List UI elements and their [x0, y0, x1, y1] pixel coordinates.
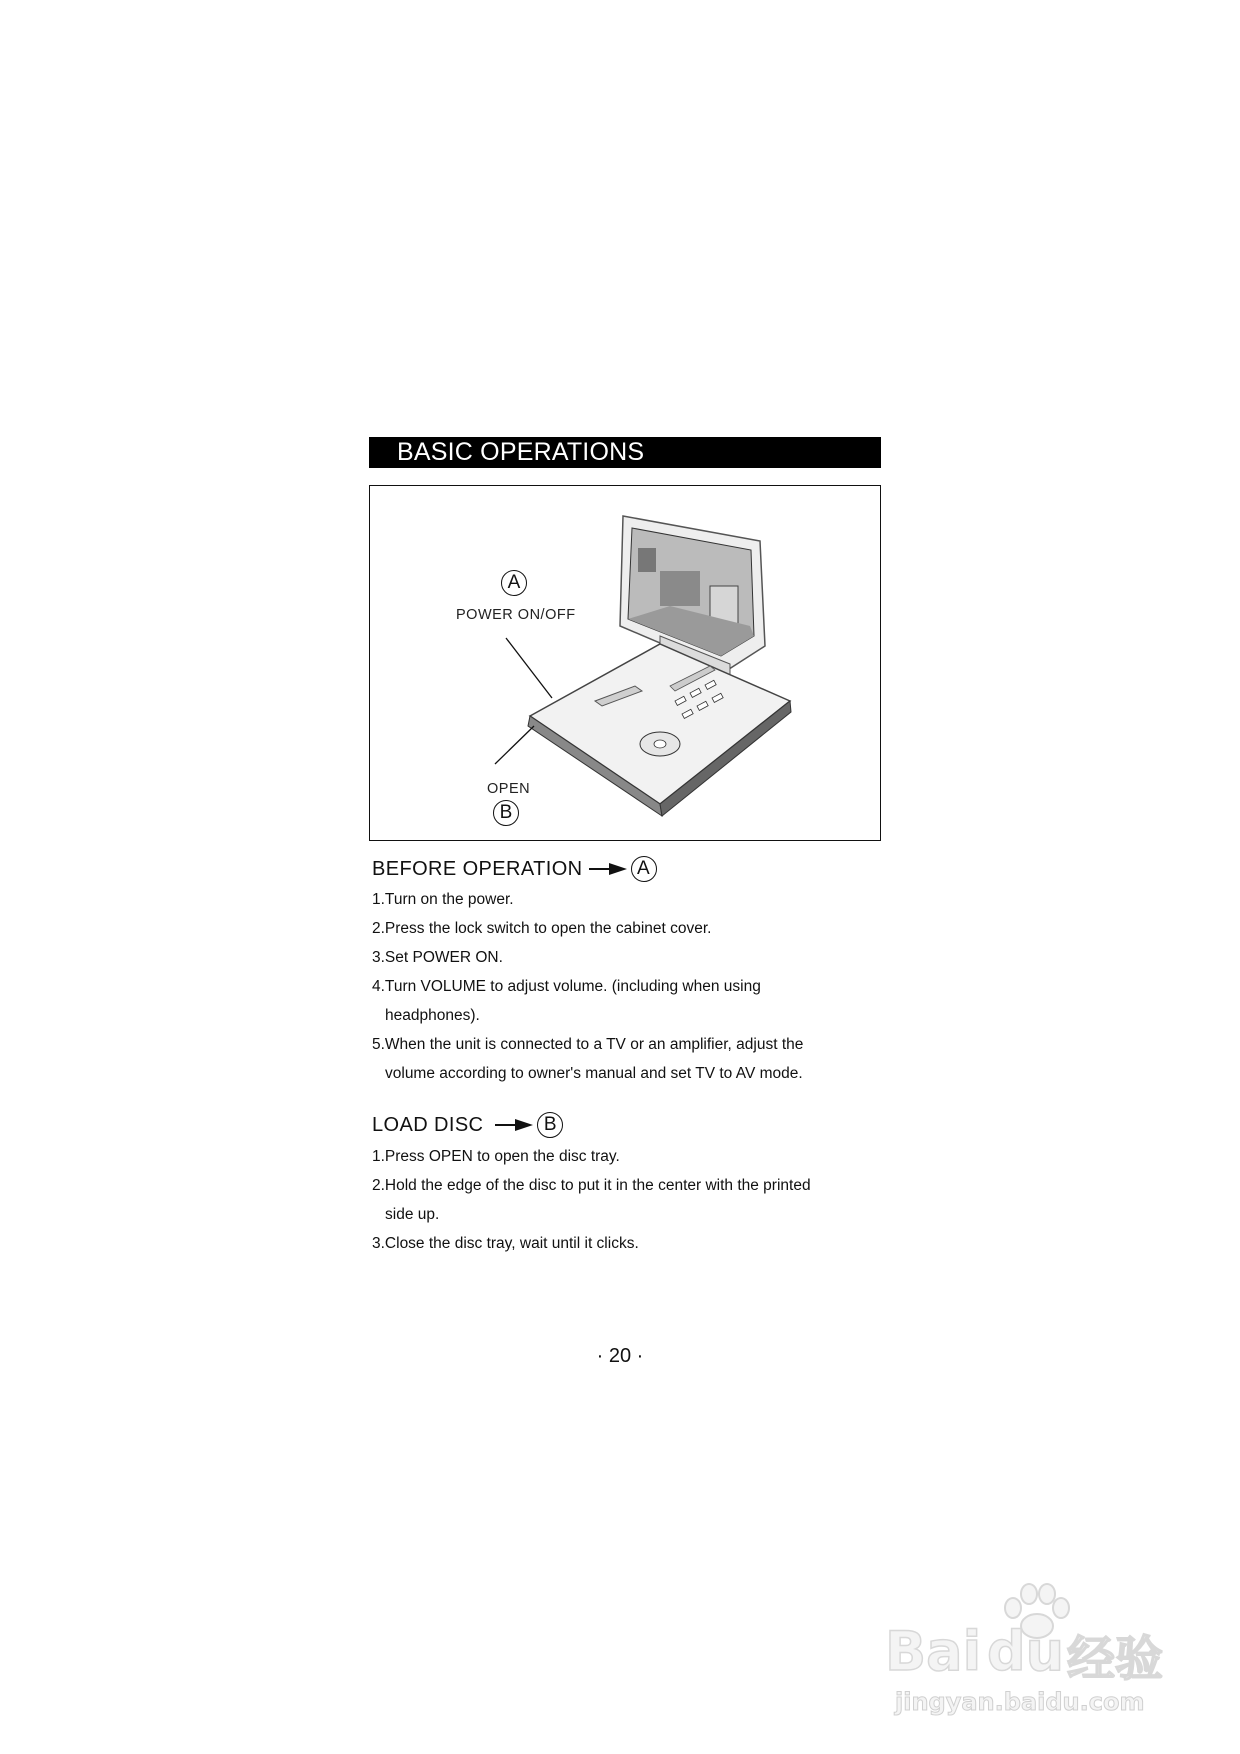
- page-number: · 20 ·: [596, 1345, 644, 1367]
- load-disc-marker: B: [537, 1112, 563, 1138]
- list-item: 2.Hold the edge of the disc to put it in the center with the printed: [372, 1177, 811, 1194]
- list-item: volume according to owner's manual and set TV to AV mode.: [385, 1065, 803, 1082]
- callout-a-marker: A: [501, 570, 527, 596]
- arrow-right-icon: [589, 862, 629, 876]
- open-label: OPEN: [487, 781, 531, 797]
- product-figure: [369, 485, 881, 841]
- list-item: 1.Turn on the power.: [372, 891, 514, 908]
- watermark-brand-du: du: [987, 1620, 1065, 1683]
- list-item: 1.Press OPEN to open the disc tray.: [372, 1148, 620, 1165]
- callout-b-marker: B: [493, 800, 519, 826]
- power-on-off-label: POWER ON/OFF: [456, 607, 576, 623]
- list-item: 5.When the unit is connected to a TV or an amplifier, adjust the: [372, 1036, 804, 1053]
- before-operation-marker: A: [631, 856, 657, 882]
- before-operation-heading: [372, 856, 657, 882]
- section-title: BASIC OPERATIONS: [369, 437, 881, 468]
- list-item: 3.Set POWER ON.: [372, 949, 503, 966]
- list-item: 3.Close the disc tray, wait until it clicks.: [372, 1235, 639, 1252]
- baidu-watermark: [885, 1580, 1215, 1720]
- load-disc-title: LOAD DISC: [372, 1113, 484, 1136]
- list-item: 4.Turn VOLUME to adjust volume. (including when using: [372, 978, 761, 995]
- watermark-brand: Bai: [885, 1620, 982, 1683]
- list-item: headphones).: [385, 1007, 480, 1024]
- watermark-url: jingyan.baidu.com: [895, 1688, 1145, 1716]
- list-item: side up.: [385, 1206, 440, 1223]
- list-item: 2.Press the lock switch to open the cabinet cover.: [372, 920, 712, 937]
- watermark-suffix: 经验: [1067, 1631, 1164, 1687]
- before-operation-title: BEFORE OPERATION: [372, 857, 583, 880]
- portable-dvd-player-illustration: [370, 486, 882, 842]
- load-disc-heading: [372, 1112, 563, 1138]
- arrow-right-icon: [495, 1118, 535, 1132]
